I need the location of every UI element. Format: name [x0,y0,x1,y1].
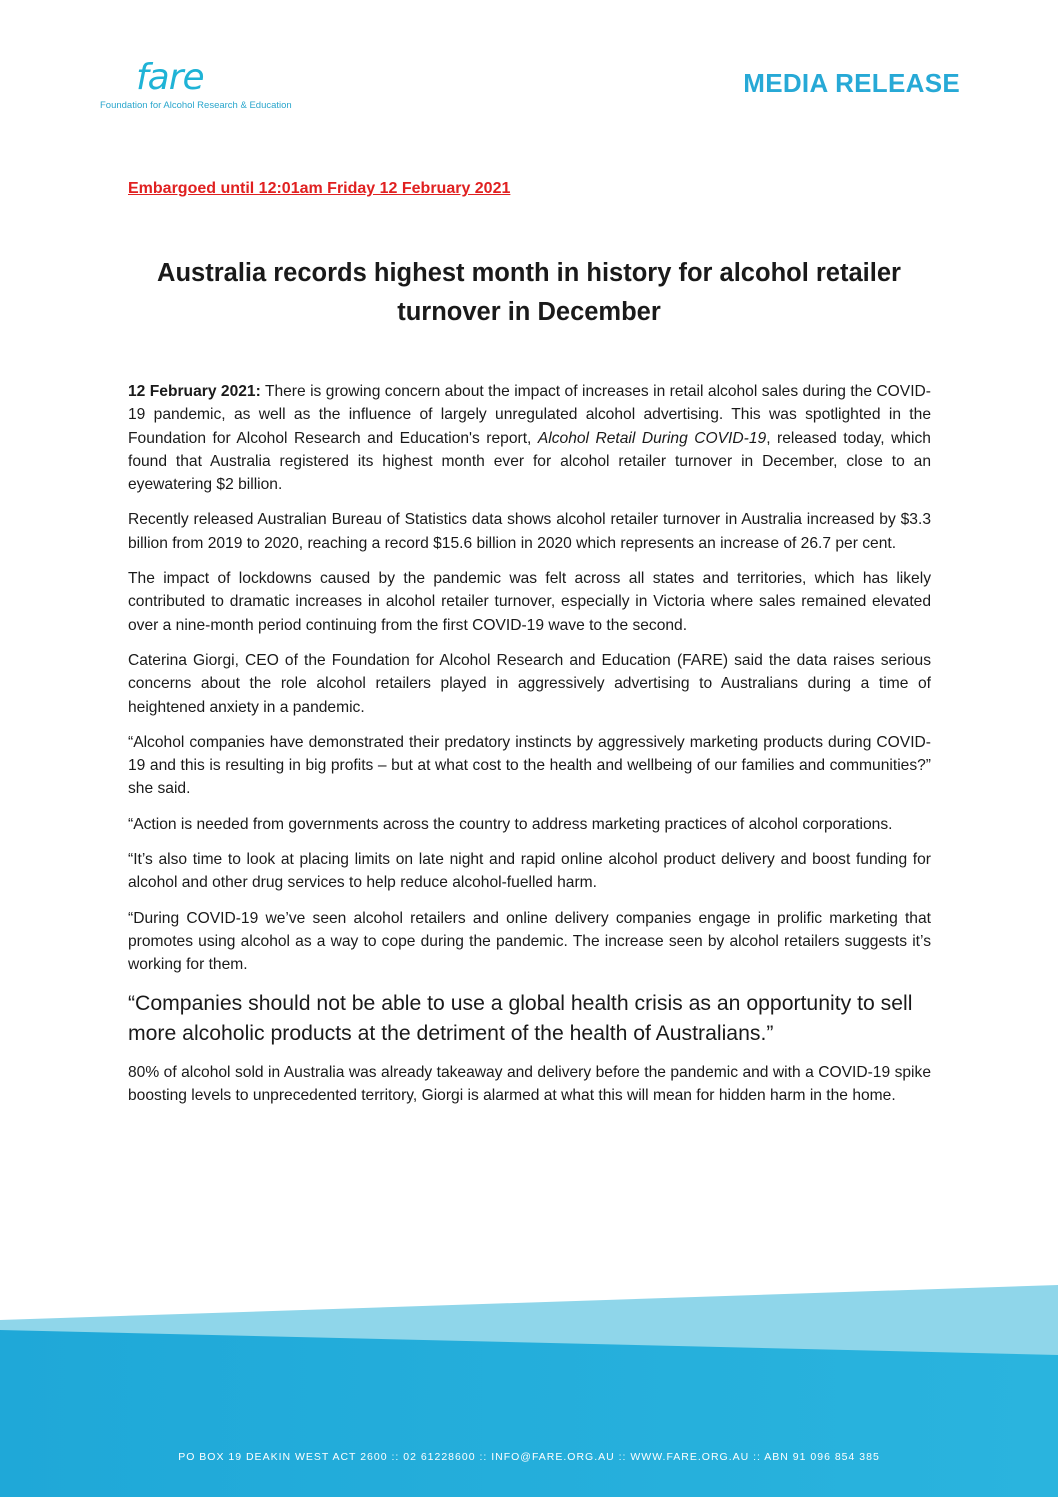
report-title: Alcohol Retail During COVID-19 [537,429,767,447]
paragraph-lockdowns: The impact of lockdowns caused by the pandemic was felt across all states and territories, which has likely contributed to dramatic increases in alcohol retailer turnover, especially in Victoria where sales remained elevated over a nine-month period continuing from the first COVID-19 wave to the second. [128,570,931,634]
dateline: 12 February 2021: [128,383,261,400]
pull-quote: “Companies should not be able to use a global health crisis as an opportunity to sell more alcoholic products at the detriment of the health of Australians.” [128,991,913,1045]
paragraph-quote-3: “It’s also time to look at placing limits on late night and rapid online alcohol product delivery and boost funding for alcohol and other drug services to help reduce alcohol-fuelled harm. [128,851,931,892]
footer-wave-band [0,1280,1058,1497]
media-release-label: MEDIA RELEASE [743,68,960,98]
intro-lead: There is growing concern about the impact of increases in retail alcohol sales during the COVID-19 pandemic, as well as the influence of largely unregulated alcohol advertising. This was spotlighted in the Foundation for Alcohol Research and Education's report, [128,383,931,447]
article-body [128,380,931,1119]
logo-wordmark: fare [136,57,204,98]
footer-band-dark [0,1330,1058,1497]
logo-tagline: Foundation for Alcohol Research & Education [100,100,292,111]
paragraph-quote-2: “Action is needed from governments across the country to address marketing practices of alcohol corporations. [128,815,893,833]
paragraph-quote-4: “During COVID-19 we’ve seen alcohol retailers and online delivery companies engage in prolific marketing that promotes using alcohol as a way to cope during the pandemic. The increase seen by alcohol retailers suggests it’s working for them. [128,909,931,974]
paragraph-quote-1: “Alcohol companies have demonstrated their predatory instincts by aggressively marketing products during COVID-19 and this is resulting in big profits – but at what cost to the health and wellbeing of our families and communities?” she said. [128,733,931,798]
paragraph-abs-data: Recently released Australian Bureau of Statistics data shows alcohol retailer turnover in Australia increased by $3.3 billion from 2019 to 2020, reaching a record $15.6 billion in 2020 which represents an increase of 26.7 per cent. [128,511,931,552]
paragraph-intro [128,380,931,496]
paragraph-takeaway: 80% of alcohol sold in Australia was already takeaway and delivery before the pandemic and with a COVID-19 spike boosting levels to unprecedented territory, Giorgi is alarmed at what this will mean for hidden harm in the home. [128,1063,931,1104]
paragraph-ceo: Caterina Giorgi, CEO of the Foundation for Alcohol Research and Education (FARE) said the data raises serious concerns about the role alcohol retailers played in aggressively advertising to Australians during a time of heightened anxiety in a pandemic. [128,651,931,716]
fare-logo [100,57,292,114]
intro-tail: , released today, which found that Australia registered its highest month ever for alcohol retailer turnover in December, close to an eyewatering $2 billion. [128,429,931,494]
embargo-notice: Embargoed until 12:01am Friday 12 February 2021 [128,180,511,197]
footer-contact: PO BOX 19 DEAKIN WEST ACT 2600 :: 02 61228600 :: INFO@FARE.ORG.AU :: WWW.FARE.ORG.AU :: ABN 91 096 854 385 [178,1451,880,1463]
headline: Australia records highest month in history for alcohol retailer turnover in December [157,259,901,326]
